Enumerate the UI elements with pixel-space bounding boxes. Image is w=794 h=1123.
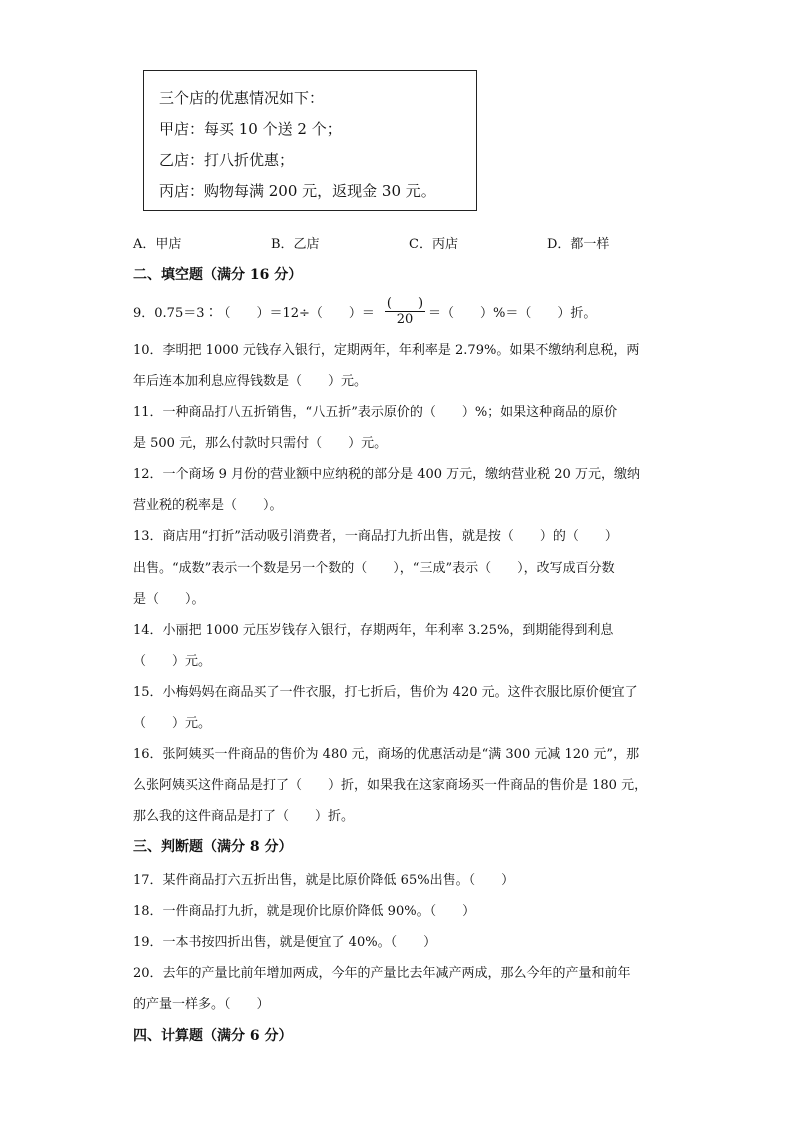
box-line-store-b: 乙店：打八折优惠；	[159, 151, 295, 169]
question-20-line-2: 的产量一样多。（ ）	[133, 997, 270, 1012]
question-12-line-1: 12．一个商场 9 月份的营业额中应纳税的部分是 400 万元，缴纳营业税 20 万元，缴纳	[133, 467, 640, 482]
question-13-line-1: 13．商店用“打折”活动吸引消费者，一商品打九折出售，就是按（ ）的（ ）	[133, 529, 618, 544]
box-line-intro: 三个店的优惠情况如下：	[159, 89, 325, 107]
section-heading-calculation: 四、计算题（满分 6 分）	[133, 1028, 293, 1044]
question-10-line-1: 10．李明把 1000 元钱存入银行，定期两年，年利率是 2.79%。如果不缴纳利息税，两	[133, 343, 640, 358]
section-heading-true-false: 三、判断题（满分 8 分）	[133, 839, 293, 855]
question-20-line-1: 20．去年的产量比前年增加两成，今年的产量比去年减产两成，那么今年的产量和前年	[133, 966, 631, 981]
option-c[interactable]: C．丙店	[409, 237, 458, 252]
question-13-line-2: 出售。“成数”表示一个数是另一个数的（ ），“三成”表示（ ），改写成百分数	[133, 561, 615, 576]
option-d[interactable]: D．都一样	[547, 237, 610, 252]
question-12-line-2: 营业税的税率是（ ）。	[133, 498, 283, 513]
question-13-line-3: 是（ ）。	[133, 592, 205, 607]
box-line-store-a: 甲店：每买 10 个送 2 个；	[159, 120, 342, 138]
question-11-line-1: 11．一种商品打八五折销售，“八五折”表示原价的（ ）%；如果这种商品的原价	[133, 405, 618, 420]
question-14-line-2: （ ）元。	[133, 654, 212, 669]
option-a[interactable]: A．甲店	[133, 237, 182, 252]
question-19: 19．一本书按四折出售，就是便宜了 40%。（ ）	[133, 935, 437, 950]
fraction-numerator-blank[interactable]: ( )	[386, 296, 424, 311]
question-18: 18．一件商品打九折，就是现价比原价降低 90%。（ ）	[133, 904, 476, 919]
question-17: 17．某件商品打六五折出售，就是比原价降低 65%出售。（ ）	[133, 873, 515, 888]
fraction-denominator: 20	[396, 312, 414, 327]
store-discount-box	[143, 70, 477, 211]
question-16-line-2: 么张阿姨买这件商品是打了（ ）折，如果我在这家商场买一件商品的售价是 180 元，	[133, 778, 648, 793]
question-9-left: 9．0.75＝3∶（ ）＝12÷（ ）＝	[133, 306, 375, 321]
question-14-line-1: 14．小丽把 1000 元压岁钱存入银行，存期两年，年利率 3.25%，到期能得到利息	[133, 623, 614, 638]
question-10-line-2: 年后连本加利息应得钱数是（ ）元。	[133, 374, 368, 389]
option-b[interactable]: B．乙店	[271, 237, 320, 252]
question-15-line-2: （ ）元。	[133, 716, 212, 731]
question-11-line-2: 是 500 元，那么付款时只需付（ ）元。	[133, 436, 388, 451]
box-line-store-c: 丙店：购物每满 200 元，返现金 30 元。	[159, 182, 436, 200]
question-16-line-1: 16．张阿姨买一件商品的售价为 480 元，商场的优惠活动是“满 300 元减 120 元”，那	[133, 747, 640, 762]
section-heading-fill-blank: 二、填空题（满分 16 分）	[133, 267, 303, 283]
question-9-right: ＝（ ）%＝（ ）折。	[428, 306, 597, 321]
question-15-line-1: 15．小梅妈妈在商品买了一件衣服，打七折后，售价为 420 元。这件衣服比原价便宜了	[133, 685, 638, 700]
question-16-line-3: 那么我的这件商品是打了（ ）折。	[133, 809, 355, 824]
